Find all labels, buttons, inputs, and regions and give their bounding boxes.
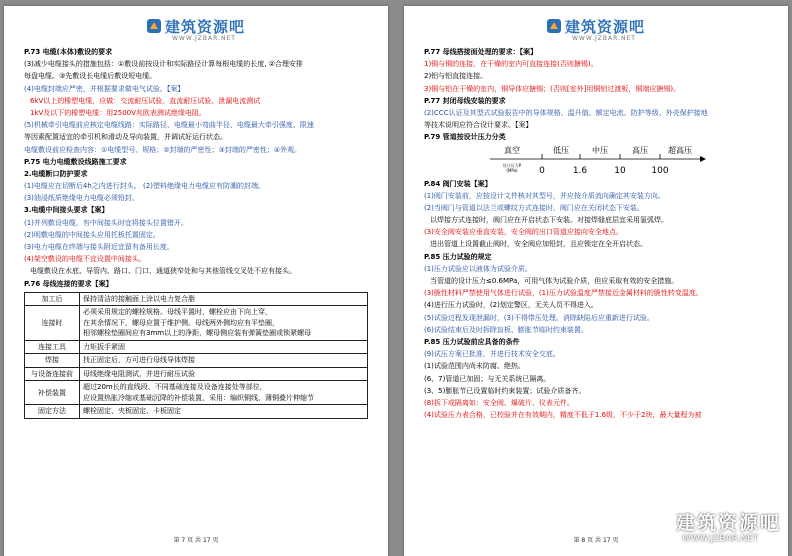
table-cell-value: 找正固定后，方可进行母线导体焊接 <box>80 354 368 368</box>
page-footer: 第 8 页 共 17 页 <box>573 537 619 544</box>
logo-url: WWW.JZBAR.NET <box>172 35 236 42</box>
document-page-left <box>4 6 388 556</box>
text-line: (4)电缆封端应严密，并根据要求做电气试验。【案】 <box>24 84 185 93</box>
watermark-url: WWW.JZBAR.NET <box>682 534 759 544</box>
text-line: (3)安全阀安装应垂直安装，安全阀的出口管道应接向安全地点。 <box>424 228 623 237</box>
logo-name: 建筑资源吧 <box>565 18 646 36</box>
site-logo <box>404 16 788 46</box>
scale-tick-label: 10 <box>614 165 626 176</box>
logo-icon <box>146 18 162 34</box>
table-cell-key: 与设备连接前 <box>25 367 80 381</box>
text-line: (3)脆性材料严禁使用气体进行试验，(1)压力试验温度严禁接近金属材料的脆性转变温度。 <box>424 289 703 298</box>
text-line: (9)试压方案已批准，并进行技术安全交底。 <box>424 350 560 359</box>
text-line: (6)试验结束后及时拆除盲板、膨胀节临时约束装置。 <box>424 325 588 334</box>
section-heading: 3.电缆中间接头要求【案】 <box>24 206 109 215</box>
table-row <box>25 381 368 405</box>
text-line: (2)CCC认证及其型式试验报告中的导体规格、温升值、额定电流、防护等级、外壳保护接地 <box>424 108 708 117</box>
text-line: (1)并列敷设电缆，有中间接头时宜将接头位置错开。 <box>24 218 188 227</box>
text-line: (6、7)管道已加固；与无关系统已隔离。 <box>424 374 551 383</box>
busbar-connection-table <box>24 292 368 419</box>
text-line: (1)阀门安装前，应按设计文件核对其型号，并应按介质流向确定其安装方向。 <box>424 191 665 200</box>
right-page-content <box>424 46 768 421</box>
text-line: (1)电缆应在切断后4h之内进行封头。 (2)塑料绝缘电力电缆应有防潮的封端。 <box>24 182 265 191</box>
text-line: 2)铝与铝直接连接。 <box>424 72 488 81</box>
text-line: (4)进行压力试验时，(2)划定警区，无关人员不得进入。 <box>424 301 598 310</box>
logo-name: 建筑资源吧 <box>165 18 246 36</box>
section-heading: P.76 母线连接的要求【案】 <box>24 279 113 288</box>
section-heading: P.77 封闭母线安装的要求 <box>424 96 506 105</box>
section-heading: P.79 管道按设计压力分类 <box>424 133 506 142</box>
text-line: 进出管道上设置截止阀时，安全阀应加铅封，且应锁定在全开启状态。 <box>430 240 647 249</box>
table-cell-value: 必须采用规定的螺栓规格。母线平置时，螺栓应由下向上穿， 在其余情况下，螺母应置于维护侧。母线两外侧均应有平垫圈， 相邻螺栓垫圈间应有3mm以上的净距，螺母侧应装有弹簧垫圈或锁紧螺母 <box>80 306 368 341</box>
table-cell-key: 加工后 <box>25 292 80 306</box>
logo-icon <box>546 18 562 34</box>
text-line: 1kV及以下的橡塑电缆：用2500V兆欧表测试绝缘电阻。 <box>30 108 206 117</box>
text-line: 电缆敷设在水底、导管内、路口、门口、通道狭窄处和与其他管线交叉处不应有接头。 <box>30 267 296 276</box>
scale-range-label: 低压 <box>553 145 569 155</box>
scale-axis-label: (MPa) <box>506 167 518 173</box>
table-cell-key: 补偿装置 <box>25 381 80 405</box>
table-cell-value: 力矩扳手紧固 <box>80 340 368 354</box>
text-line: (8)拆下或隔离如：安全阀、爆破片、仪表元件。 <box>424 398 574 407</box>
text-line: (1)压力试验应以液体为试验介质。 <box>424 264 532 273</box>
pressure-scale-svg <box>424 144 768 178</box>
text-line: (2)明敷电缆的中间接头应用托板托置固定。 <box>24 230 160 239</box>
text-line: 等因素配置适宜的牵引机和滑动及导向装置，并调试好运行状态。 <box>24 133 227 142</box>
table-row <box>25 367 368 381</box>
text-line: 3)铜与铝在干燥的室内，铜导体应搪锡；(否则[室外]用铜铝过渡板，铜端应搪锡)。 <box>424 84 681 93</box>
table-cell-value: 螺栓固定、夹板固定、卡板固定 <box>80 405 368 419</box>
site-logo <box>4 16 388 46</box>
watermark-name: 建筑资源吧 <box>676 512 782 534</box>
table-cell-key: 连接工具 <box>25 340 80 354</box>
section-heading: P.85 压力试验的规定 <box>424 252 492 261</box>
text-line: (3、5)膨胀节已设置临时约束装置；试验介质备齐。 <box>424 386 586 395</box>
section-heading: P.75 电力电缆敷设线路施工要求 <box>24 157 127 166</box>
page-footer: 第 7 页 共 17 页 <box>173 537 219 544</box>
text-line: (4)试验压力表合格，已校验并在有效期内，精度不低于1.6级，不少于2块，最大量程为被 <box>424 411 702 420</box>
text-line: (3)油浸纸质绝缘电力电缆必须铅封。 <box>24 194 139 203</box>
scale-range-label: 真空 <box>504 145 520 155</box>
scale-tick-label: 100 <box>651 165 669 176</box>
scale-axis-label: 设计压力P <box>502 162 522 168</box>
section-heading: 2.电缆断口防护要求 <box>24 169 88 178</box>
text-line: 1)铜与铜的连接，在干燥的室内可直接连接(否则搪锡)。 <box>424 60 598 69</box>
text-line: 电缆敷设前应检查内容：①电缆型号、规格；②封端的严密性；③封端的严密性；④外观。 <box>24 145 302 154</box>
watermark-logo-icon <box>648 512 672 536</box>
text-line: (1)试验范围内尚未防腐、绝热。 <box>424 362 525 371</box>
left-page-content <box>24 46 368 419</box>
document-page-right <box>404 6 788 556</box>
text-line: 每盘电缆。③先敷设长电缆后敷设短电缆。 <box>24 72 157 81</box>
table-cell-value: 母线绝缘电阻测试，并进行耐压试验 <box>80 367 368 381</box>
table-cell-key: 焊接 <box>25 354 80 368</box>
table-row <box>25 340 368 354</box>
text-line: (3)减少电缆接头的措施包括：①敷设前按设计和实际路径计算每根电缆的长度, ②合理安排 <box>24 60 303 69</box>
text-line: 以焊接方式连接时，阀门应在开启状态下安装。对接焊缝底层宜采用氩弧焊。 <box>430 216 668 225</box>
section-heading: P.77 母线搭接面处理的要求：【案】 <box>424 48 538 56</box>
section-heading: P.84 阀门安装【案】 <box>424 179 492 188</box>
table-cell-key: 连接时 <box>25 306 80 341</box>
scale-range-label: 高压 <box>632 145 648 155</box>
table-row <box>25 306 368 341</box>
text-line: (3)电力电缆在终端与接头附近宜留有备用长度。 <box>24 243 174 251</box>
section-heading: P.85 压力试验前应具备的条件 <box>424 337 520 346</box>
text-line: (5)机械牵引电缆前应核定电缆线路：实际路径、电缆最小弯曲半径、电缆最大牵引强度、限速 <box>24 121 314 130</box>
text-line: 等技术说明应符合设计要求。【案】 <box>424 121 533 130</box>
logo-url: WWW.JZBAR.NET <box>572 35 636 42</box>
scale-tick-label: 1.6 <box>572 165 588 176</box>
table-row <box>25 292 368 306</box>
pressure-scale-diagram <box>424 144 768 178</box>
scale-range-label: 超高压 <box>668 145 692 155</box>
watermark <box>646 506 792 556</box>
scale-range-label: 中压 <box>592 145 608 155</box>
table-cell-value: 超过20m长的直线段、不同基础连接及设备连接处等部位， 应设置热胀冷缩或基础沉降的补偿装置，采用：编织铜线、薄铜叠片伸缩节 <box>80 381 368 405</box>
text-line: 当管道的设计压力≤0.6MPa，可用气体为试验介质，但应采取有效的安全措施。 <box>430 277 679 285</box>
text-line: (5)试验过程发现泄漏时，(3)不得带压处理。消除缺陷后应重新进行试验。 <box>424 313 654 322</box>
table-row <box>25 354 368 368</box>
table-row <box>25 405 368 419</box>
text-line: 6kV以上的橡塑电缆，应做：交流耐压试验、直流耐压试验、泄漏电流测试 <box>30 96 261 105</box>
text-line: (4)架空敷设的电缆不宜设置中间接头。 <box>24 255 146 264</box>
text-line: (2)当阀门与管道以法兰或螺纹方式连接时，阀门应在关闭状态下安装。 <box>424 203 644 212</box>
scale-arrow-icon <box>700 156 706 162</box>
section-heading: P.73 电缆(本体)敷设的要求 <box>24 48 113 56</box>
table-cell-value: 保持清洁的接触面上涂以电力复合脂 <box>80 292 368 306</box>
table-cell-key: 固定方法 <box>25 405 80 419</box>
scale-tick-label: 0 <box>539 165 545 176</box>
